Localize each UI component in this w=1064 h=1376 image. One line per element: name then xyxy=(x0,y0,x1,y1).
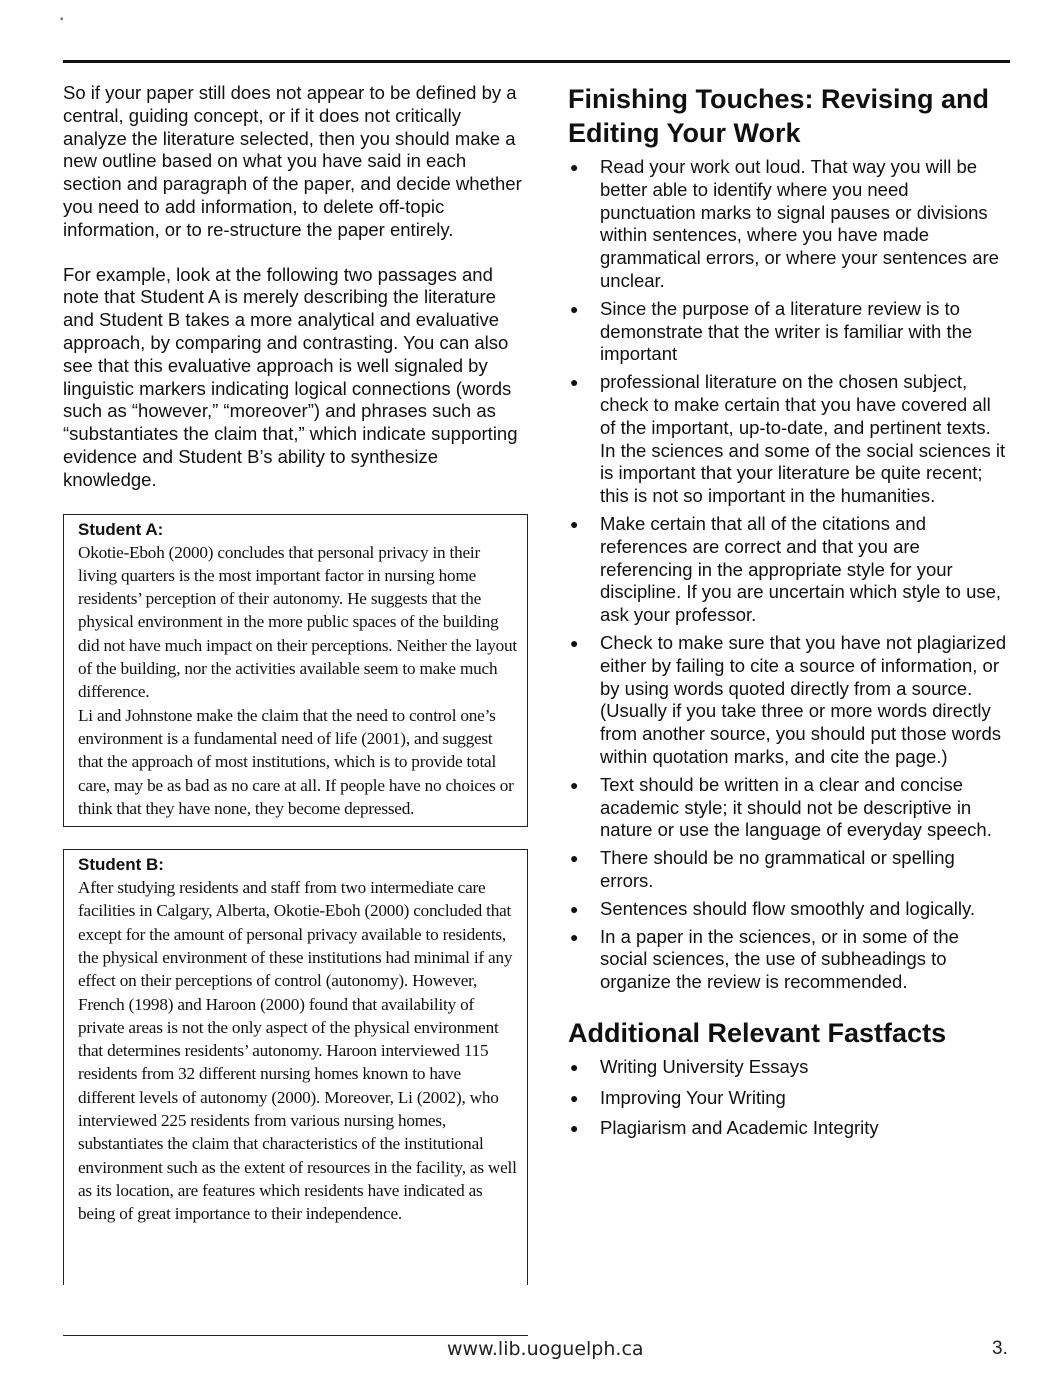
list-item: ● In a paper in the sciences, or in some of the social sciences, the use of subheadings to organize the review is recommended. xyxy=(570,925,959,993)
list-item: ● Text should be written in a clear and concise academic style; it should not be descriptive in nature or use the language of everyday speech. xyxy=(570,773,992,841)
revising-heading: Finishing Touches: Revising and Editing Your Work xyxy=(568,84,990,148)
student-a-text-1: Okotie-Eboh (2000) concludes that personal privacy in their living quarters is the most important factor in nursing home residents’ perception of their autonomy. He suggests that the physical environment in the more public spaces of the building did not have much impact on their perceptions. Neither the layout of the building, nor the activities available seem to make much difference. xyxy=(78,542,517,702)
revising-list xyxy=(568,156,1008,994)
scan-speck: ▪ xyxy=(60,14,64,25)
fastfact-item: ● Plagiarism and Academic Integrity xyxy=(570,1117,879,1139)
list-item: ● Sentences should flow smoothly and logically. xyxy=(570,897,976,919)
fastfact-item: ● Writing University Essays xyxy=(570,1055,809,1077)
bullet-icon: ● xyxy=(570,1058,579,1075)
student-a-text-2: Li and Johnstone make the claim that the need to control one’s environment is a fundamental need of life (2001), and suggest that the approach of most institutions, which is to provide total care, may be as bad as no care at all. If people have no choices or think that they have none, they become depressed. xyxy=(78,705,514,818)
fastfacts-list xyxy=(568,1056,1008,1140)
student-b-text: After studying residents and staff from two intermediate care facilities in Calgary, Alberta, Okotie-Eboh (2000) concluded that except for the amount of personal privacy available to residents, the physical environment of these institutions had minimal if any effect on their perceptions of control (autonomy). However, French (1998) and Haroon (2000) found that availability of private areas is not the only aspect of the physical environment that determines residents’ autonomy. Haroon interviewed 115 residents from 32 different nursing homes known to have different levels of autonomy (2000). Moreover, Li (2002), who interviewed 225 residents from various nursing homes, substantiates the claim that characteristics of the institutional environment such as the extent of resources in the facility, as well as its location, are features which residents have indicated as being of great importance to their independence. xyxy=(78,878,517,1224)
page-number: 3. xyxy=(992,1338,1008,1359)
list-item: ● There should be no grammatical or spelling errors. xyxy=(570,847,955,891)
list-item: ● Make certain that all of the citations and references are correct and that you are referencing in the appropriate style for your discipline. If you are uncertain which style to use, ask your professor. xyxy=(570,512,1002,626)
bullet-icon: ● xyxy=(570,159,579,175)
list-item: ● professional literature on the chosen subject, check to make certain that you have covered all of the important, up-to-date, and pertinent texts. In the sciences and some of the social sciences it is important that your literature be quite recent; this is not so important in the humanities. xyxy=(570,371,1006,507)
right-column xyxy=(568,82,1008,1148)
student-b-box xyxy=(63,849,528,1285)
left-column xyxy=(63,82,525,1285)
bullet-icon: ● xyxy=(570,776,579,793)
intro-paragraph: So if your paper still does not appear to be defined by a central, guiding concept, or if it does not critically analyze the literature selected, then you should make a new outline based on what you have said in each section and paragraph of the paper, and decide whether you need to add information, to delete off-topic information, or to re-structure the paper entirely. xyxy=(63,82,522,240)
bullet-icon: ● xyxy=(570,634,579,651)
bullet-icon: ● xyxy=(570,900,579,917)
top-rule xyxy=(63,60,1010,63)
footer-url: www.lib.uoguelph.ca xyxy=(447,1338,644,1360)
student-b-title: Student B: xyxy=(78,855,164,875)
list-item: ● Read your work out loud. That way you will be better able to identify where you need punctuation marks to signal pauses or divisions within sentences, where you have made grammatical errors, or where your sentences are unclear. xyxy=(570,156,999,291)
student-a-box xyxy=(63,514,528,828)
student-a-title: Student A: xyxy=(78,519,164,539)
bullet-icon: ● xyxy=(570,928,579,945)
bullet-icon: ● xyxy=(570,300,579,317)
bullet-icon: ● xyxy=(570,374,579,391)
bottom-divider xyxy=(63,1335,528,1336)
example-paragraph: For example, look at the following two passages and note that Student A is merely describing the literature and Student B takes a more analytical and evaluative approach, by comparing and contrasting. You can also see that this evaluative approach is well signaled by linguistic markers indicating logical connections (words such as “however,” “moreover”) and phrases such as “substantiates the claim that,” which indicate supporting evidence and Student B’s ability to synthesize knowledge. xyxy=(63,263,518,490)
bullet-icon: ● xyxy=(570,850,579,867)
fastfact-item: ● Improving Your Writing xyxy=(570,1086,786,1108)
list-item: ● Since the purpose of a literature review is to demonstrate that the writer is familiar with the important xyxy=(570,297,973,365)
fastfacts-heading: Additional Relevant Fastfacts xyxy=(568,1017,947,1048)
bullet-icon: ● xyxy=(570,1089,579,1106)
list-item: ● Check to make sure that you have not plagiarized either by failing to cite a source of information, or by using words quoted directly from a source. (Usually if you take three or more words directly from another source, you should put those words within quotation marks, and cite the page.) xyxy=(570,631,1007,767)
bullet-icon: ● xyxy=(570,1120,579,1137)
bullet-icon: ● xyxy=(570,515,579,532)
